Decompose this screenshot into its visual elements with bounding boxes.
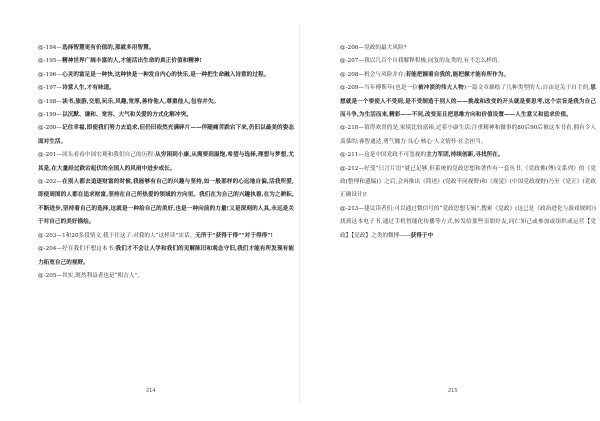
paragraph: @-208—机会与风险并存;若能把握着自我的,能把握才能有所作为。 — [340, 71, 510, 78]
paragraph: @-198—读书,旅游,交朋,玩乐,风趣,宽厚,善待他人,尊重他人,包容并失。 — [38, 98, 220, 105]
paragraph-bold-text: 诗意人生,才有味道。 — [62, 85, 115, 92]
page-fold-divider — [299, 24, 300, 404]
paragraph: @-206—党政的最大风险? — [340, 45, 407, 51]
paragraph-number: @-199 — [38, 112, 57, 119]
paragraph-number: @-206 — [340, 45, 359, 51]
paragraph-text: 好在我们不想这本书: — [62, 246, 116, 253]
paragraph-text: 其实,既然利益者也是“相占人”。 — [62, 272, 144, 279]
paragraph: @-200—记住幸福,即使我们努力去追求,但仍旧依然充满碎片——伴随痛苦跌宕下来,仍旧以最美的姿态面对生活。 — [38, 125, 294, 145]
paragraph-number: @-202 — [38, 179, 57, 186]
paragraph-number: @-201 — [38, 152, 57, 159]
paragraph: @-195—精神世界广阔丰富的人,才能活出生命的真正价值和精神! — [38, 58, 203, 65]
paragraph-bold-text: 我们才不会让人学和我们的见解陈旧和观念守旧,我们才能有所发现有能力拓宽自己的视野。 — [38, 246, 294, 266]
paragraph-number: @-203 — [38, 232, 57, 239]
paragraph-bold-text: 记住幸福,即使我们努力去追求,但仍旧依然充满碎片——伴随痛苦跌宕下来,仍旧以最美的姿态面对生活。 — [38, 125, 294, 145]
paragraph-bold-text: 精神世界广阔丰富的人,才能活出生命的真正价值和精神! — [62, 58, 203, 65]
paragraph-bold-text: 获得于中 — [410, 232, 434, 239]
left-page — [38, 42, 294, 283]
paragraph-number: @-208 — [340, 71, 359, 78]
paragraph-text: 党政的最大风险? — [364, 45, 407, 51]
paragraph-text: 值得欢喜的是,家境比较富裕,过着小康生活;注重精神和做事的80后90后被这本书看,拥有令人羡慕的;睿智通达,勇气魄力·良心·核心·人文情怀·社会担当。 — [340, 125, 596, 145]
paragraph-number: @-196 — [38, 71, 57, 78]
paragraph: @-194—选择智慧更有价值的,那就多用智慧。 — [38, 45, 155, 51]
page-number-left: 214 — [146, 388, 156, 394]
paragraph-text: 当年傅斯年(也是一位 — [364, 85, 419, 92]
paragraph: @-211—这是中国党政不可忽视的主力军团,持续创新,寻找所在。 — [340, 152, 504, 159]
paragraph-number: @-211 — [340, 152, 359, 159]
paragraph-number: @-200 — [38, 125, 57, 132]
paragraph-bold-text: 选择智慧更有价值的,那就多用智慧。 — [62, 45, 155, 51]
paragraph-number: @-195 — [38, 58, 57, 65]
paragraph-bold-text: 在别人都去追逐财富的时候,我能够有自己的兴趣与坚持,如一般那样的心远地自偏,活我所爱,即使周围的人都在追求财富,坚持在自己所热爱的领域的方向里。我们在为自己的兴趣执着,在为之耕耘,不断进步,坚持着自己的选择,这就是一种给自己的美好,也是一种向前的力量!又是深刻的人具,永远是关于对自己的美好描绘。 — [38, 179, 294, 226]
paragraph: @-209—当年傅斯年(也是一位被冲淡的伟大人物)一篇文章描绘了几种类型的人:自由是关于自主的,思想就是一个要使人不受到,是不受制造于别人的——挑战和改变的开头就是要思考,这个宗旨是我为自己而斗争,为生活而来,精彩——不同,改变而且把思维方向和价值设置——人生意义和追求价值。 — [340, 85, 596, 119]
paragraph: @-205—其实,既然利益者也是“相占人”。 — [38, 272, 144, 279]
paragraph: @-213—建议读者们:可以通过微信号的“党政思想专辑”,搜索《党政》(这已是《政治进化与游戏规则》)找到这本电子书,通过手机智能化传播等方式,转发给那些亲朋好友,同仁知己或参加或组织或运营【党政】【党政】之类的微博——获得于中 — [340, 205, 596, 239]
paragraph-bold-text: 若能把握着自我的,能把握才能有所作为。 — [405, 71, 510, 78]
paragraph-bold-text: 思想就是一个要使人不受到,是不受制造于别人的——挑战和改变的开头就是要思考,这个宗旨是我为自己而斗争,为生活而来,精彩——不同,改变而且把思维方向和价值设置——人生意义和追求价值。 — [340, 85, 596, 119]
paragraph-bold-text: 心灵的富足是一种快,这种快是一种发自内心的快乐,是一种把生命融入诗意的过程。 — [62, 71, 270, 78]
paragraph-bold-text: 无所于“获得于得”“对于得得”! — [195, 232, 274, 239]
paragraph-text: 回头看看中国宏观和我们自己的历程: — [62, 152, 156, 159]
paragraph-text: 我以几百个自我解释积极,同复的友类的,有不怎么样的。 — [364, 58, 504, 65]
page-number-right: 215 — [448, 388, 458, 394]
paragraph-number: @-197 — [38, 85, 57, 92]
paragraph-text: 机会与风险并存; — [364, 71, 406, 78]
paragraph: @-197—诗意人生,才有味道。 — [38, 85, 115, 92]
paragraph: @-203—1和20多段情文,我于往这了:对我的人“这样读”实话。无所于“获得于得”“对于得得”! — [38, 232, 274, 239]
paragraph-bold-text: 以沉默、谦和、宽容、大气和关爱的方式化解冲突。 — [62, 112, 192, 119]
paragraph: @-202—在别人都去追逐财富的时候,我能够有自己的兴趣与坚持,如一般那样的心远地自偏,活我所爱,即使周围的人都在追求财富,坚持在自己所热爱的领域的方向里。我们在为自己的兴趣执着,在为之耕耘,不断进步,坚持着自己的选择,这就是一种给自己的美好,也是一种向前的力量!又是深刻的人具,永远是关于对自己的美好描绘。 — [38, 179, 294, 226]
paragraph-number: @-212 — [340, 165, 359, 172]
paragraph: @-196—心灵的富足是一种快,这种快是一种发自内心的快乐,是一种把生命融入诗意的过程。 — [38, 71, 270, 78]
paragraph: @-204—好在我们不想这本书:我们才不会让人学和我们的见解陈旧和观念守旧,我们才能有所发现有能力拓宽自己的视野。 — [38, 246, 294, 266]
paragraph-bold-text: 读书,旅游,交朋,玩乐,风趣,宽厚,善待他人,尊重他人,包容并失。 — [62, 98, 220, 105]
right-page — [340, 42, 596, 243]
paragraph-text: )一篇文章描绘了几种类型的人:自由是关于自主的, — [463, 85, 591, 92]
paragraph-number: @-204 — [38, 246, 57, 253]
paragraph-text: 这是中国党政不可忽视的 — [364, 152, 427, 159]
paragraph-text: 建议读者们:可以通过微信号的“党政思想专辑”,搜索《党政》(这已是《政治进化与游戏规则》)找到这本电子书,通过手机智能化传播等方式,转发给那些亲朋好友,同仁知己或参加或组织或运营【党政】【党政】之类的微博—— — [340, 205, 596, 239]
paragraph-bold-text: 从穷困到小康,从需要到温饱,希望与选择,理想与梦想,尤其是,在大量经过跌宕起伏的全国人的风雨中进步成长。 — [38, 152, 294, 172]
paragraph-bold-text: 被冲淡的伟大人物 — [418, 85, 464, 92]
paragraph-number: @-205 — [38, 272, 57, 279]
paragraph-number: @-198 — [38, 98, 57, 105]
paragraph-number: @-194 — [38, 45, 57, 51]
paragraph-bold-text: 主力军团,持续创新,寻找所在。 — [426, 152, 504, 159]
paragraph-number: @-207 — [340, 58, 359, 65]
paragraph: @-212—好受“只言片语”就已足够,但系统的党政思想和著作有一套丛书,《党政佛(博)文系列》的《党政(整理和遗编)》之后,会再推出《简述》(党政不同视野)和《视觉》(中国党政视野)乃至《党正》(党政正确设计)! — [340, 165, 596, 199]
paragraph-text: 1和20多段情文,我于往这了:对我的人“这样读”实话。 — [62, 232, 196, 239]
paragraph-text: 好受“只言片语”就已足够,但系统的党政思想和著作有一套丛书,《党政佛(博)文系列》的《党政(整理和遗编)》之后,会再推出《简述》(党政不同视野)和《视觉》(中国党政视野)乃至《党正》(党政正确设计)! — [340, 165, 596, 199]
paragraph: @-199—以沉默、谦和、宽容、大气和关爱的方式化解冲突。 — [38, 112, 192, 119]
paragraph: @-201—回头看看中国宏观和我们自己的历程:从穷困到小康,从需要到温饱,希望与选择,理想与梦想,尤其是,在大量经过跌宕起伏的全国人的风雨中进步成长。 — [38, 152, 294, 172]
paragraph: @-210—值得欢喜的是,家境比较富裕,过着小康生活;注重精神和做事的80后90后被这本书看,拥有令人羡慕的;睿智通达,勇气魄力·良心·核心·人文情怀·社会担当。 — [340, 125, 596, 145]
paragraph: @-207—我以几百个自我解释积极,同复的友类的,有不怎么样的。 — [340, 58, 504, 65]
paragraph-number: @-210 — [340, 125, 359, 132]
paragraph-number: @-209 — [340, 85, 359, 92]
paragraph-number: @-213 — [340, 205, 359, 212]
